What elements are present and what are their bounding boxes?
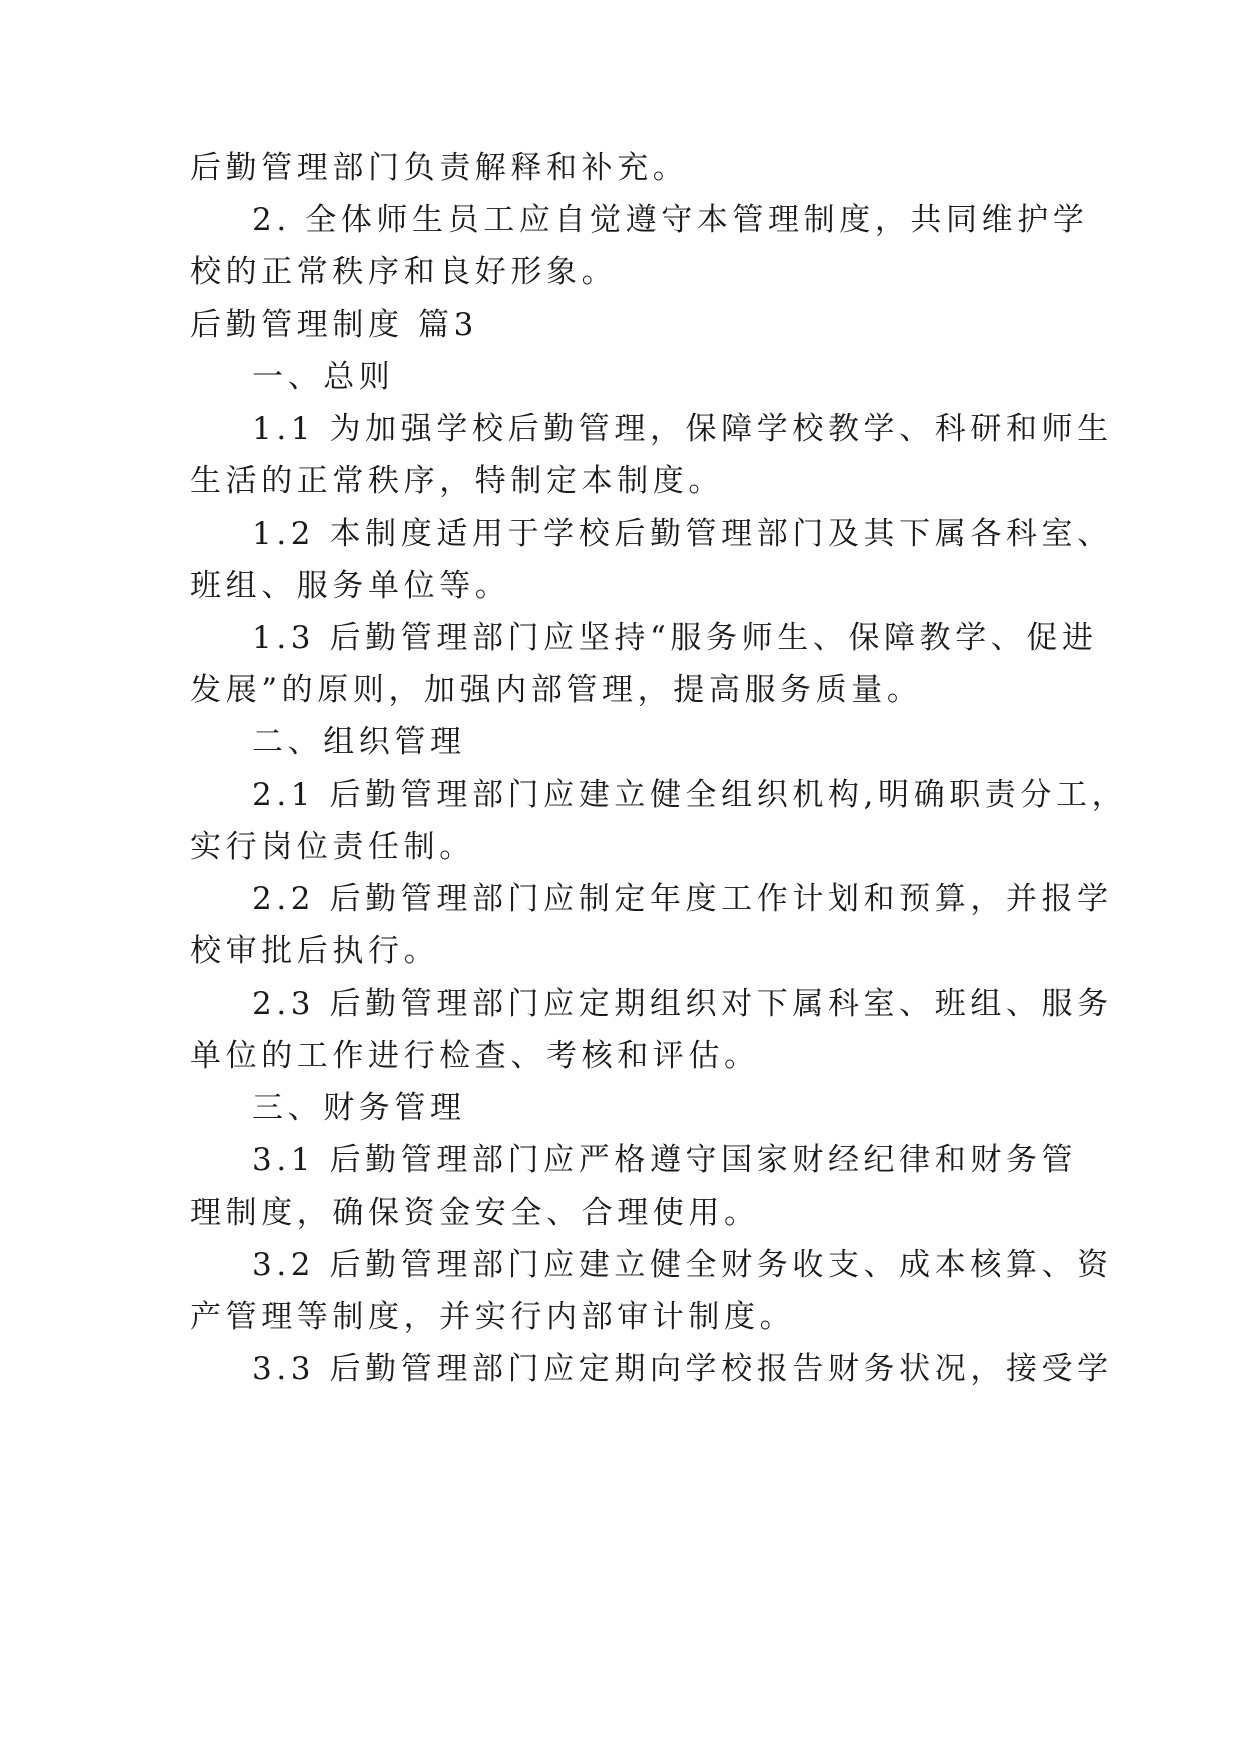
clause-3-3: 3.3 后勤管理部门应定期向学校报告财务状况，接受学 <box>252 1351 1113 1387</box>
clause-2-2: 2.2 后勤管理部门应制定年度工作计划和预算，并报学 <box>252 881 1113 917</box>
body-text-line: 实行岗位责任制。 <box>190 829 475 865</box>
body-text-line: 生活的正常秩序，特制定本制度。 <box>190 463 724 499</box>
body-text-line: 产管理等制度，并实行内部审计制度。 <box>190 1299 796 1335</box>
body-text-line: 理制度，确保资金安全、合理使用。 <box>190 1195 760 1231</box>
clause-1-3: 1.3 后勤管理部门应坚持“服务师生、保障教学、促进 <box>252 620 1098 656</box>
clause-2-1: 2.1 后勤管理部门应建立健全组织机构,明确职责分工， <box>252 777 1128 813</box>
section-title: 后勤管理制度 篇3 <box>190 307 478 343</box>
clause-3-1: 3.1 后勤管理部门应严格遵守国家财经纪律和财务管 <box>252 1142 1078 1178</box>
clause-2: 2. 全体师生员工应自觉遵守本管理制度，共同维护学 <box>252 202 1089 238</box>
body-text-line: 校的正常秩序和良好形象。 <box>190 254 618 290</box>
body-text-line: 班组、服务单位等。 <box>190 568 511 604</box>
body-text-line: 校审批后执行。 <box>190 933 440 969</box>
chapter-heading-finance: 三、财务管理 <box>252 1090 466 1126</box>
body-text-line: 后勤管理部门负责解释和补充。 <box>190 150 689 186</box>
clause-1-1: 1.1 为加强学校后勤管理，保障学校教学、科研和师生 <box>252 411 1113 447</box>
body-text-line: 发展”的原则，加强内部管理，提高服务质量。 <box>190 672 923 708</box>
body-text-line: 单位的工作进行检查、考核和评估。 <box>190 1038 760 1074</box>
clause-1-2: 1.2 本制度适用于学校后勤管理部门及其下属各科室、 <box>252 516 1113 552</box>
chapter-heading-organization: 二、组织管理 <box>252 724 466 760</box>
clause-2-3: 2.3 后勤管理部门应定期组织对下属科室、班组、服务 <box>252 986 1113 1022</box>
chapter-heading-general: 一、总则 <box>252 359 395 395</box>
clause-3-2: 3.2 后勤管理部门应建立健全财务收支、成本核算、资 <box>252 1247 1113 1283</box>
